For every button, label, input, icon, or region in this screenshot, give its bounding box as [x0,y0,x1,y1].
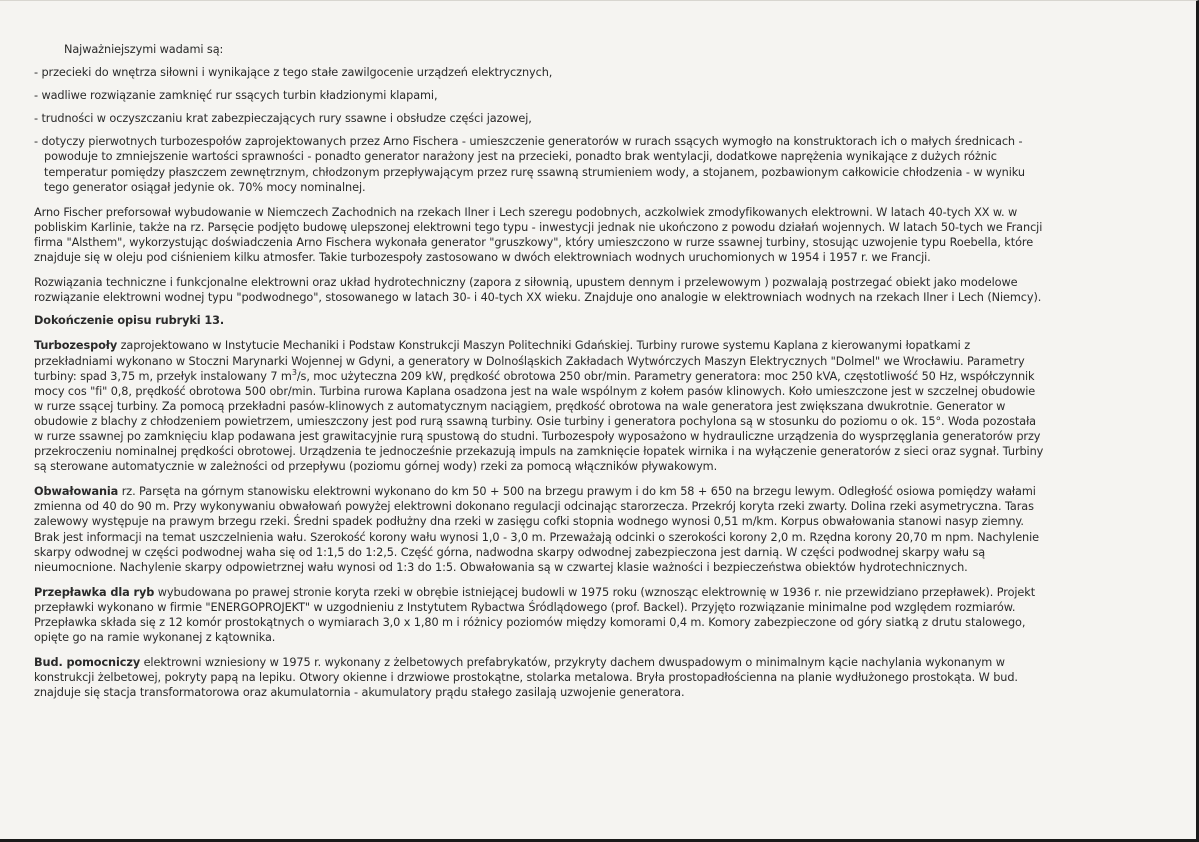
obwalowania-label: Obwałowania [34,485,119,499]
paragraph-line: opięte go na ramie wykonanej z kątownika. [34,631,276,645]
paragraph-line: Arno Fischer preforsował wybudowanie w Niemczech Zachodnich na rzekach Ilner i Lech szeregu podobnych, aczkolwiek zmodyfikowanych elektrowni. W latach 40-tych XX w. w [34,205,1018,219]
auxiliary-building-label: Bud. pomocniczy [34,656,141,670]
paragraph-text: elektrowni wzniesiony w 1975 r. wykonany z żelbetowych prefabrykatów, przykryty dachem dwuspadowym o minimalnym kącie nachylania wykonanym w [140,656,1005,670]
paragraph-line: firma "Alsthem", wykorzystując doświadczenia Arno Fischera wykonała generator "gruszkowy", który umieszczono w rurze ssawnej turbiny, stosując uzwojenie typu Roebella, które [34,235,1034,249]
paragraph-line: przepławki wykonano w firmie "ENERGOPROJEKT" w uzgodnieniu z Instytutem Rybactwa Śródlądowego (prof. Backel). Przyjęto rozwiązanie minimalne pod względem rozmiarów. [34,600,1016,614]
paragraph-text: /s, moc użyteczna 209 kW, prędkość obrotowa 250 obr/min. Parametry generatora: moc 250 kVA, częstotliwość 50 Hz, współczynnik [296,369,1035,383]
intro-text: Najważniejszymi wadami są: [64,43,224,56]
paragraph-line: obudowie z blachy z chłodzeniem powietrzem, umieszczony jest pod rurą ssawną turbiny. Osie turbiny i generatora pochylona są w stosunku do poziomu o ok. 15°. Woda pozostała [34,414,1036,428]
defect-item-2: - wadliwe rozwiązanie zamknięć rur ssących turbin kładzionymi klapami, [34,89,438,103]
turbo-paragraph [34,338,1160,474]
paragraph-line [34,655,1160,670]
defect-item-4-line: - dotyczy pierwotnych turbozespołów zaprojektowanych przez Arno Fischera - umieszczenie generatorów w rurach ssących wymogło na konstruktorach ich o małych średnicach - [34,135,1023,149]
paragraph-line [34,585,1160,600]
paragraph-line [34,484,1160,499]
paragraph-line: są sterowane automatycznie w zależności od przepływu (poziomu górnej wody) rzeki za pomocą włączników pływakowym. [34,460,718,474]
defect-item-4 [34,134,1160,194]
paragraph-line: skarpy odwodnej w części podwodnej waha się od 1:1,5 do 1:2,5. Część górna, nadwodna skarpy odwodnej zabezpieczona jest darnią. W części podwodnej skarpy wału są [34,545,986,559]
fish-pass-paragraph [34,585,1160,645]
paragraph-line: nieumocnione. Nachylenie skarpy odpowietrznej wału wynosi od 1:3 do 1:5. Obwałowania są w czwartej klasie ważności i bezpieczeństwa obiektów hydrotechnicznych. [34,560,968,574]
defect-item-1: - przecieki do wnętrza siłowni i wynikające z tego stałe zawilgocenie urządzeń elektrycznych, [34,66,553,80]
paragraph-line: w rurze ssącej turbiny. Za pomocą przekładni pasów-klinowych z automatycznym naciągiem, prędkość obrotowa na wale generatora jest zwiększana dwukrotnie. Generator w [34,399,1006,413]
paragraph-line: mocy cos "fi" 0,8, prędkość obrotowa 500 obr/min. Turbina rurowa Kaplana osadzona jest na wale wspólnym z kołem pasów klinowych. Koło umieszczone jest w szczelnej obudowie [34,384,1036,398]
paragraph-line [34,369,1160,384]
fish-pass-label: Przepławka dla ryb [34,585,155,599]
defect-item-4-line: powoduje to zmniejszenie wartości sprawności - ponadto generator narażony jest na przecieki, ponadto brak wentylacji, dodatkowe naprężenia wynikające z dużych różnic [44,150,997,164]
paragraph-line: przekładniami wykonano w Stoczni Marynarki Wojennej w Gdyni, a generatory w Dolnośląskich Zakładach Wytwórczych Maszyn Elektrycznych "Dolmel" we Wrocławiu. Parametry [34,354,1025,368]
defect-item-4-line: tego generator osiągał jedynie ok. 70% mocy nominalnej. [44,180,366,194]
defect-item-3: - trudności w oczyszczaniu krat zabezpieczających rury ssawne i obsłudze części jazowej, [34,112,532,126]
turbo-label: Turbozespoły [34,339,118,353]
paragraph-text: zaprojektowano w Instytucie Mechaniki i Podstaw Konstrukcji Maszyn Politechniki Gdańskiej. Turbiny rurowe systemu Kaplana z kierowanymi łopatkami z [117,339,971,353]
superscript: 3 [291,367,297,377]
paragraph-line: zmienna od 40 do 90 m. Przy wykonywaniu obwałowań powyżej elektrowni dokonano regulacji odcinając starorzecza. Przekrój koryta rzeki zwarty. Dolina rzeki asymetryczna. Taras [34,500,1034,514]
section-heading-text: Dokończenie opisu rubryki 13. [34,314,225,328]
paragraph-line: przekroczeniu nominalnej prędkości obrotowej. Urządzenia te jednocześnie przekazują impuls na zamknięcie łopatek wirnika i na wyłączenie generatorów z sieci oraz sygnał. Turbiny [34,445,1044,459]
solutions-paragraph [34,275,1160,305]
auxiliary-building-paragraph [34,655,1160,700]
defect-item-4-line: temperatur pomiędzy płaszczem zewnętrznym, chłodzonym przepływającym przez rurę ssawną strumieniem wody, a stojanem, pozbawionym całkowicie chłodzenia - w wyniku [44,165,1025,179]
obwalowania-paragraph [34,484,1160,575]
paragraph-line: znajduje się stacja transformatorowa oraz akumulatornia - akumulatory prądu stałego zasilają uzwojenie generatora. [34,686,685,700]
document-text [34,42,1160,700]
paragraph-text: turbiny: spad 3,75 m, przełyk instalowany 7 m [34,369,292,383]
paragraph-line: Przepławka składa się z 12 komór prostokątnych o wymiarach 3,0 x 1,80 m i różnicy poziomów między komorami 0,4 m. Komory zabezpieczone od góry siatką z drutu stalowego, [34,616,1026,629]
paragraph-line: Rozwiązania techniczne i funkcjonalne elektrowni oraz układ hydrotechniczny (zapora z siłownią, upustem dennym i przelewowym ) pozwalają postrzegać obiekt jako modelowe [34,276,1018,290]
paragraph-text: wybudowana po prawej stronie koryta rzeki w obrębie istniejącej budowli w 1975 roku (wznosząc elektrownię w 1936 r. nie przewidziano przepławek). Projekt [154,585,1036,599]
paragraph-line: Brak jest informacji na temat uszczelnienia wału. Szerokość korony wału wynosi 1,0 - 3,0 m. Przeważają odcinki o szerokości korony 2,0 m. Rzędna korony 20,70 m npm. Nachylenie [34,530,1040,544]
fischer-paragraph [34,205,1160,265]
paragraph-line: zalewowy występuje na prawym brzegu rzeki. Średni spadek podłużny dna rzeki w zasięgu cofki stopnia wodnego wynosi 0,51 m/km. Korpus obwałowania stanowi nasyp ziemny. [34,515,1024,529]
paragraph-line: pobliskim Karlinie, także na rz. Parsęcie podjęto budowę ulepszonej elektrowni tego typu - inwestycji jednak nie ukończono z powodu działań wojennych. W latach 50-tych we Francji [34,220,1043,234]
paragraph-line: znajduje się w oleju pod ciśnieniem kilku atmosfer. Takie turbozespoły zastosowano w dwóch elektrowniach wodnych uruchomionych w 1954 i 1957 r. we Francji. [34,251,931,265]
paragraph-line [34,338,1160,353]
section-heading [34,313,1160,328]
paragraph-line: rozwiązanie elektrowni wodnej typu "podwodnego", stosowanego w latach 30- i 40-tych XX wieku. Znajduje ono analogie w elektrowniach wodnych na rzekach Ilner i Lech (Niemcy). [34,291,1042,305]
paragraph-line: w rurze ssawnej po zamknięciu klap podawana jest grawitacyjnie rurą spustową do studni. Turbozespoły wyposażono w hydrauliczne urządzenia do wysprzęglania generatorów przy [34,429,1041,443]
paragraph-text: rz. Parsęta na górnym stanowisku elektrowni wykonano do km 50 + 500 na brzegu prawym i do km 58 + 650 na brzegu lewym. Odległość osiowa pomiędzy wałami [118,485,1036,499]
paragraph-line: konstrukcji żelbetowej, pokryty papą na lepiku. Otwory okienne i drzwiowe prostokątne, stolarka metalowa. Bryła prostopadłościenna na planie wydłużonego prostokąta. W bud. [34,671,1018,685]
